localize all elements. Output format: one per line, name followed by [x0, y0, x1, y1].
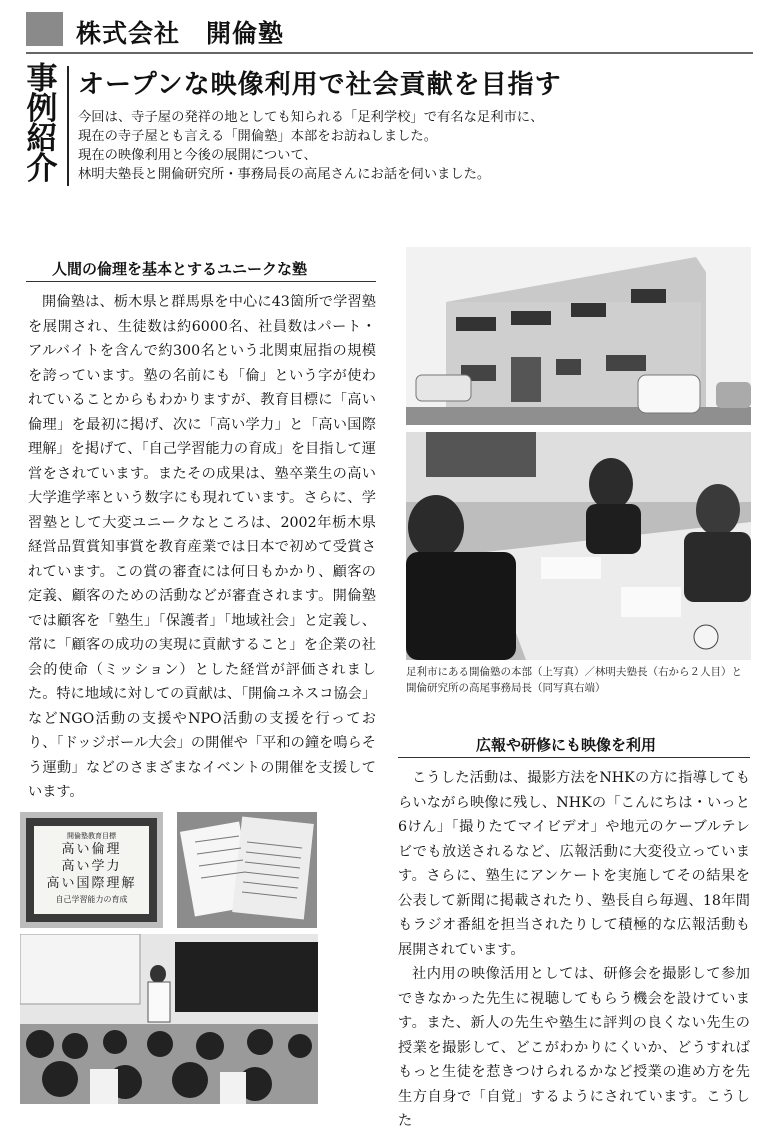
building-photo: [406, 247, 751, 425]
section1-rule: [26, 281, 376, 282]
plaque-line: 高い倫理: [61, 842, 122, 857]
plaque-bottom: 自己学習能力の育成: [55, 895, 128, 904]
documents-photo: [177, 812, 317, 928]
section2-body: [398, 766, 750, 1134]
section-label-char: 紹: [26, 121, 58, 157]
header-gray-box: [26, 12, 63, 46]
section-label-char: 例: [26, 91, 58, 127]
header-rule: [26, 52, 753, 54]
plaque-line: 高い国際理解: [46, 876, 137, 891]
section-label-rule: [67, 66, 69, 186]
photo-caption: 足利市にある開倫塾の本部（上写真）／林明夫塾長（右から２人目）と開倫研究所の高尾事務局長（同写真右端）: [406, 666, 742, 694]
section-label-char: 事: [26, 61, 58, 97]
intro-line: 現在の映像利用と今後の展開について、: [78, 148, 317, 163]
article-intro: [78, 108, 618, 184]
classroom-photo: [20, 934, 318, 1104]
section2-heading: 広報や研修にも映像を利用: [476, 736, 657, 754]
intro-line: 林明夫塾長と開倫研究所・事務局長の高尾さんにお話を伺いました。: [78, 167, 491, 182]
section1-heading: 人間の倫理を基本とするユニークな塾: [52, 260, 308, 278]
section2-rule: [398, 757, 750, 758]
article-title: オープンな映像利用で社会貢献を目指す: [78, 70, 562, 100]
intro-line: 今回は、寺子屋の発祥の地としても知られる「足利学校」で有名な足利市に、: [78, 110, 544, 125]
plaque-text: [34, 828, 149, 905]
company-name: 株式会社 開倫塾: [76, 19, 285, 48]
plaque-top: 開倫塾教育目標: [67, 832, 116, 840]
section-label-vertical: [22, 61, 62, 187]
section1-body: 開倫塾は、栃木県と群馬県を中心に43箇所で学習塾を展開され、生徒数は約6000名、社員数はパート・アルバイトを含んで約300名という北関東屈指の規模を誇っています。塾の名前にも「倫」という字が使われていることからもわかりますが、教育目標に「高い倫理」を最初に掲げ、次に「高い学力」と「高い国際理解」を掲げて、「自己学習能力の育成」を目指して運営をされています。またその成果は、塾卒業生の高い大学進学率という数字にも現れています。さらに、学習塾として大変ユニークなところは、2002年栃木県経営品質賞知事賞を教育産業では日本で初めて受賞されています。この賞の審査には何日もかかり、顧客の定義、顧客のための活動などが審査されます。開倫塾では顧客を「塾生」「保護者」「地域社会」と定義し、常に「顧客の成功の実現に貢献すること」を企業の社会的使命（ミッション）とした経営が評価されました。特に地域に対しての貢献は、「開倫ユネスコ協会」などNGO活動の支援やNPO活動の支援を行っており、「ドッジボール大会」の開催や「平和の鐘を鳴らそう運動」などのさまざまなイベントの開催を支援しています。: [28, 294, 376, 800]
intro-line: 現在の寺子屋とも言える「開倫塾」本部をお訪ねしました。: [78, 129, 438, 144]
section2-paragraph: 社内用の映像活用としては、研修会を撮影して参加できなかった先生に視聴してもらう機会を設けています。また、新人の先生や塾生に評判の良くない先生の授業を撮影して、どこがわかりにくいか、どうすればもっと生徒を惹きつけられるかなど授業の進め方を先生方自身で「自覚」するようにされています。こうした: [398, 966, 750, 1129]
meeting-photo: [406, 432, 751, 660]
plaque-line: 高い学力: [61, 859, 122, 874]
section-label-char: 介: [26, 151, 58, 187]
section2-paragraph: こうした活動は、撮影方法をNHKの方に指導してもらいながら映像に残し、NHKの「こんにちは・いっと6けん」「撮りたてマイビデオ」や地元のケーブルテレビでも放送されるなど、広報活動に大変役立っています。さらに、塾生にアンケートを実施してその結果を公表して新聞に掲載されたり、塾長自ら毎週、18年間もラジオ番組を担当されたりして積極的な広報活動も展開されています。: [398, 770, 750, 958]
plaque-photo: [20, 812, 163, 928]
